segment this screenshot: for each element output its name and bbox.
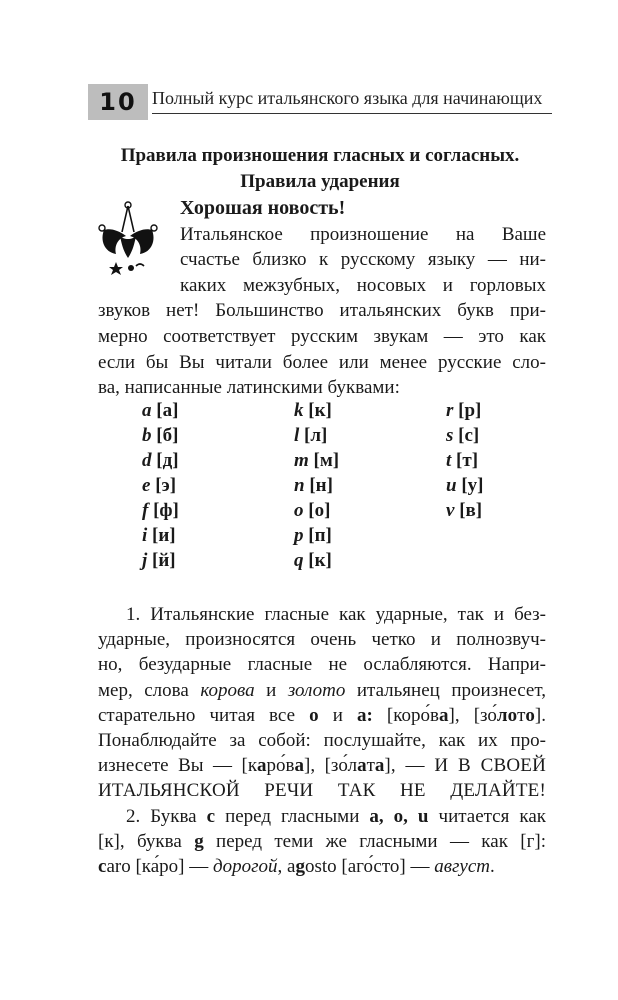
alphabet-item: d [д] [142,450,179,471]
alphabet-item: r [р] [446,400,482,421]
alphabet-item: p [п] [294,525,332,546]
alphabet-column-2 [294,398,404,573]
alphabet-item: l [л] [294,425,328,446]
intro-line: звуков нет! Большинство итальянских букв при- [98,300,546,322]
alphabet-item: b [б] [142,425,179,446]
alphabet-item: q [к] [294,550,332,571]
rule-2-line: caro [ка́ро] — дорогой, agosto [аго́сто] — август. [98,856,495,878]
alphabet-item: j [й] [142,550,176,571]
alphabet-item: u [у] [446,475,484,496]
intro-line: каких межзубных, носовых и горловых [180,274,546,296]
alphabet-item: f [ф] [142,500,179,521]
section-title [100,143,540,195]
rule-1-line: изнесете Вы — [каро́ва], [зо́лата], — И В СВОЕЙ [98,755,546,777]
running-title: Полный курс итальянского языка для начинающих [152,88,552,114]
rule-1-line: старательно читая все о и а: [коро́ва], [зо́лото]. [98,704,546,726]
alphabet-item: n [н] [294,475,333,496]
alphabet-item: i [и] [142,525,176,546]
rule-1-line: Понаблюдайте за собой: послушайте, как их про- [98,730,546,752]
intro-line: счастье близко к русскому языку — ни- [180,249,546,271]
alphabet-item: k [к] [294,400,332,421]
intro-paragraph [98,196,546,401]
section-title-line-1: Правила произношения гласных и согласных. [120,145,520,166]
alphabet-item: o [о] [294,500,331,521]
intro-line: мерно соответствует русским звукам — это как [98,325,546,347]
intro-heading: Хорошая новость! [180,197,346,219]
rules-section [98,602,546,879]
intro-line: ва, написанные латинскими буквами: [98,377,400,399]
rule-2-line: 2. Буква с перед гласными a, o, u читается как [126,805,546,827]
page-number: 10 [88,84,148,120]
alphabet-item: m [м] [294,450,340,471]
rule-1-line: 1. Итальянские гласные как ударные, так и без- [126,604,546,625]
alphabet-item: e [э] [142,475,177,496]
rule-1-line: ИТАЛЬЯНСКОЙ РЕЧИ ТАК НЕ ДЕЛАЙТЕ! [98,780,546,802]
intro-line: если бы Вы читали более или менее русские сло- [98,351,546,373]
alphabet-column-1 [142,398,252,573]
rule-1-line: ударные, произносятся очень четко и полнозвуч- [98,629,546,651]
section-title-line-2: Правила ударения [240,171,400,192]
alphabet-column-3 [446,398,556,523]
alphabet-item: a [а] [142,400,179,421]
alphabet-item: v [в] [446,500,483,521]
rule-1-line: мер, слова корова и золото итальянец произнесет, [98,679,546,701]
rule-1-line: но, безударные гласные не ослабляются. Напри- [98,654,546,676]
page-header [82,78,552,126]
alphabet-item: s [с] [446,425,480,446]
alphabet-item: t [т] [446,450,479,471]
rule-2-line: [к], буква g перед теми же гласными — как [г]: [98,830,547,852]
intro-line: Итальянское произношение на Ваше [180,223,546,245]
alphabet-table [142,398,562,573]
